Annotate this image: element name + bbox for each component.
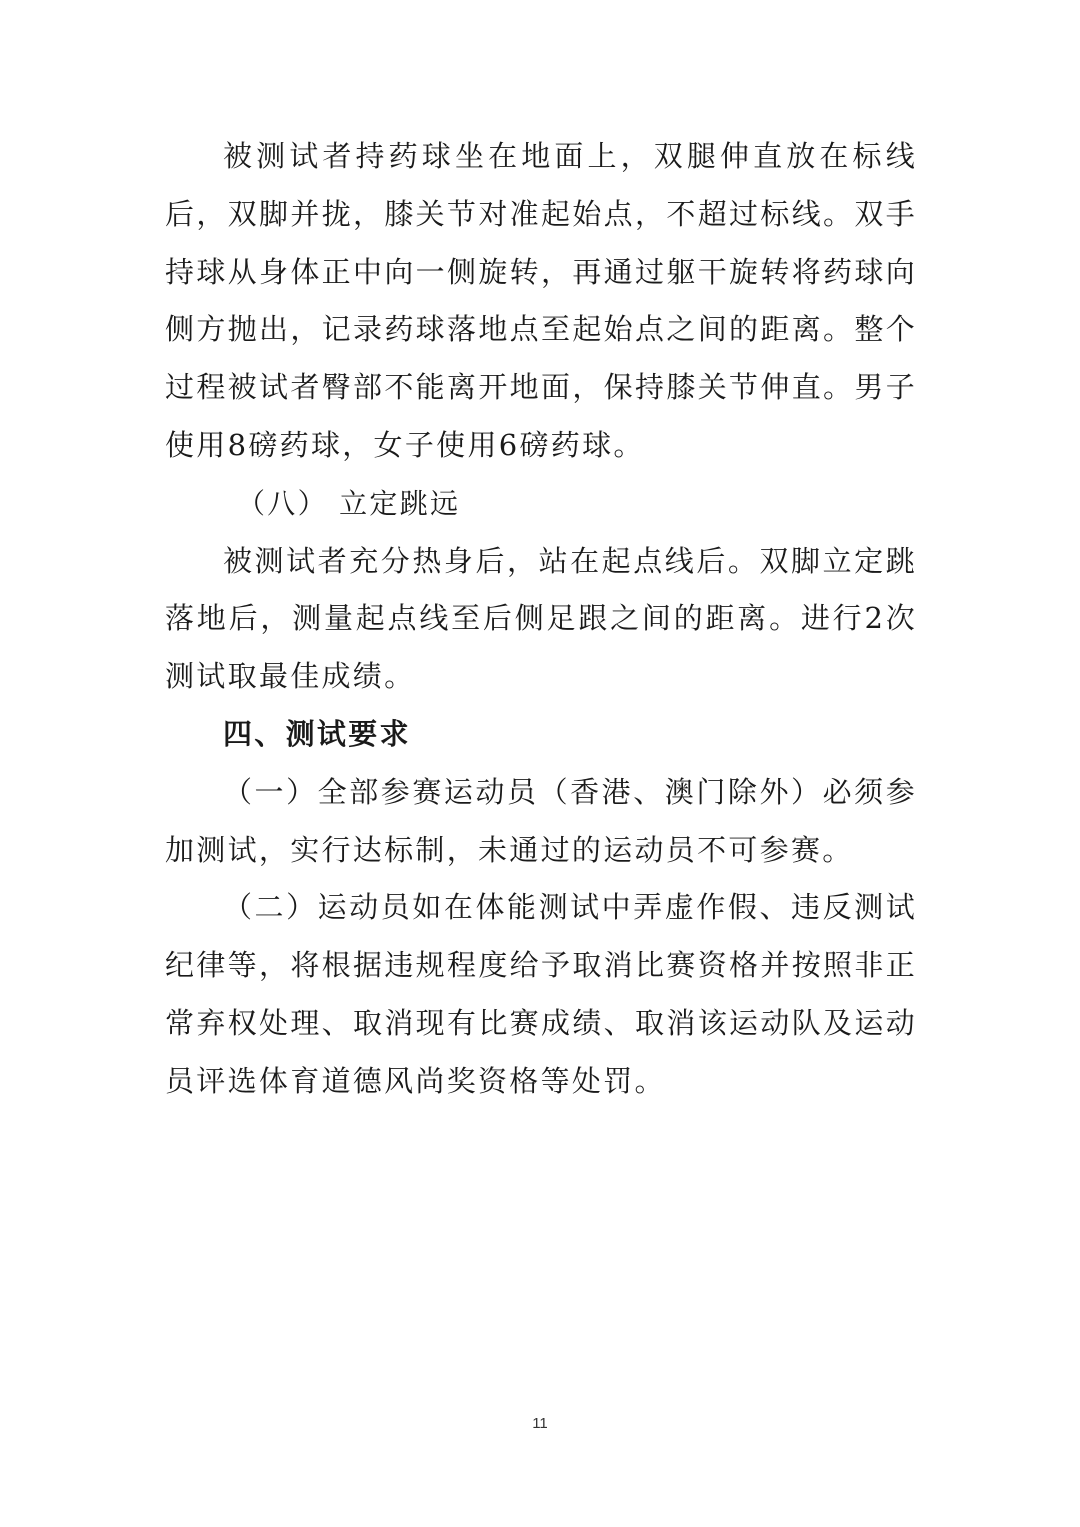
paragraph-standing-long-jump: 被测试者充分热身后，站在起点线后。双脚立定跳落地后，测量起点线至后侧足跟之间的距离。进行2次测试取最佳成绩。 <box>165 543 917 694</box>
page-number: 11 <box>532 1415 548 1432</box>
section-heading-test-requirements: 四、测试要求 <box>223 716 411 751</box>
paragraph-requirement-one: （一）全部参赛运动员（香港、澳门除外）必须参加测试，实行达标制，未通过的运动员不可参赛。 <box>165 774 917 867</box>
paragraph-requirement-two: （二）运动员如在体能测试中弄虚作假、违反测试纪律等，将根据违规程度给予取消比赛资格并按照非正常弃权处理、取消现有比赛成绩、取消该运动队及运动员评选体育道德风尚奖资格等处罚。 <box>165 890 917 1098</box>
page-content <box>165 128 917 1111</box>
paragraph-medicine-ball-test: 被测试者持药球坐在地面上，双腿伸直放在标线后，双脚并拢，膝关节对准起始点，不超过标线。双手持球从身体正中向一侧旋转，再通过躯干旋转将药球向侧方抛出，记录药球落地点至起始点之间的距离。整个过程被试者臀部不能离开地面，保持膝关节伸直。男子使用8磅药球，女子使用6磅药球。 <box>165 139 917 462</box>
subheading-standing-long-jump: （八） 立定跳远 <box>237 486 461 520</box>
